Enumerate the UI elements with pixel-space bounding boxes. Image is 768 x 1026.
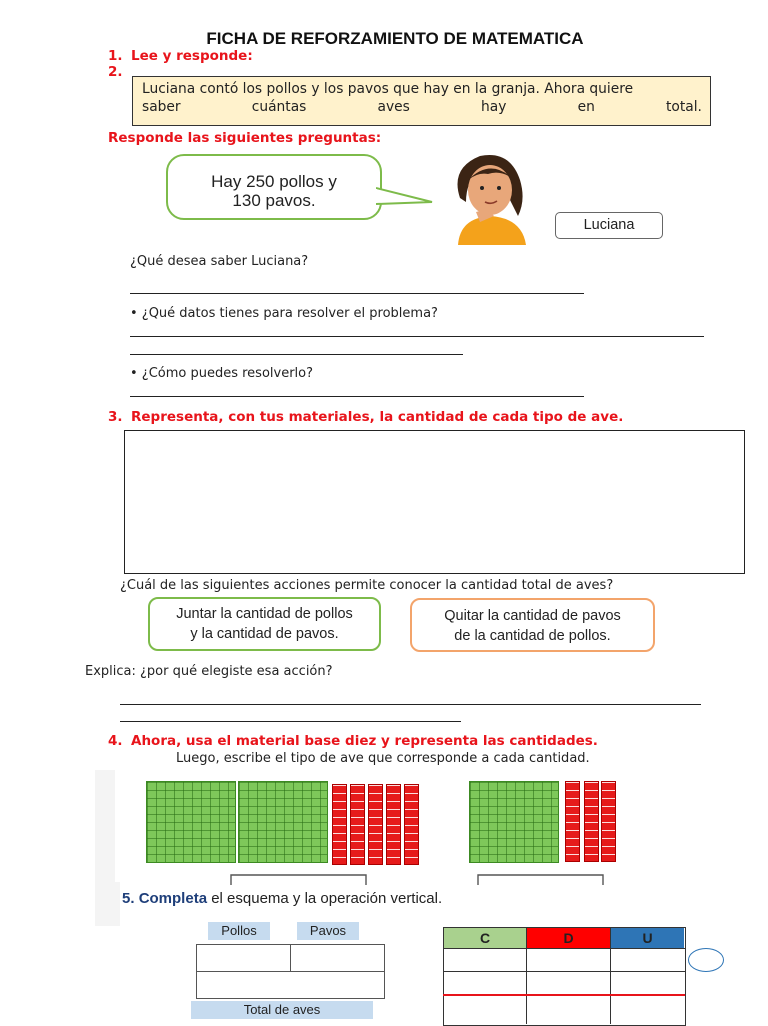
problem-word: hay [481,99,507,115]
ten-rod-icon [565,781,580,862]
sum-line [443,994,685,996]
problem-word: total. [666,99,702,115]
problem-word: aves [377,99,410,115]
explica-question: Explica: ¿por qué elegiste esa acción? [85,664,333,679]
hundred-flat-icon [146,781,236,863]
ten-rod-icon [332,784,347,865]
option-juntar-line2: y la cantidad de pavos. [190,626,339,642]
image-edge [110,882,120,926]
section-3-number: 3. [108,409,123,425]
section-5-heading [122,890,442,907]
section-4-heading: Ahora, usa el material base diez y representa las cantidades. [131,733,598,749]
section-4-number: 4. [108,733,123,749]
answer-brackets [228,872,608,886]
question-2: • ¿Qué datos tienes para resolver el problema? [130,306,438,321]
section-5-number: 5. [122,890,135,907]
header-c: C [444,928,526,948]
problem-text-line2 [142,99,702,115]
option-quitar[interactable] [410,598,655,652]
problem-word: cuántas [251,99,307,115]
answer-oval[interactable] [688,948,724,972]
page-title: FICHA DE REFORZAMIENTO DE MATEMATICA [206,29,584,48]
table-divider [610,927,611,1024]
ten-rod-icon [601,781,616,862]
table-divider [526,927,527,1024]
section-5-rest: el esquema y la operación vertical. [207,890,443,907]
answer-line[interactable] [120,704,701,705]
label-pollos: Pollos [208,922,270,940]
hundred-flat-icon [238,781,328,863]
answer-line[interactable] [120,721,461,722]
question-4: ¿Cuál de las siguientes acciones permite conocer la cantidad total de aves? [120,578,614,593]
ten-rod-icon [584,781,599,862]
problem-word: en [577,99,595,115]
header-u: U [611,928,684,948]
responde-heading: Responde las siguientes preguntas: [108,130,382,146]
speech-bubble [166,154,382,220]
luciana-illustration-icon [440,150,535,245]
drawing-area[interactable] [124,430,745,574]
ten-rod-icon [350,784,365,865]
problem-word: saber [142,99,181,115]
table-cell[interactable] [527,949,610,971]
section-5-bold: Completa [138,890,208,907]
bubble-line-2: 130 pavos. [232,191,316,210]
answer-line[interactable] [130,396,584,397]
section-4-subtext: Luego, escribe el tipo de ave que corresponde a cada cantidad. [176,751,590,766]
bubble-line-1: Hay 250 pollos y [211,172,337,191]
question-3: • ¿Cómo puedes resolverlo? [130,366,314,381]
name-tag: Luciana [555,212,663,239]
option-quitar-line1: Quitar la cantidad de pavos [444,608,621,624]
answer-line[interactable] [130,354,463,355]
section-3-heading: Representa, con tus materiales, la cantidad de cada tipo de ave. [131,409,624,425]
ten-rod-icon [386,784,401,865]
answer-line[interactable] [130,293,584,294]
section-1-number: 1. [108,48,123,64]
label-pavos: Pavos [297,922,359,940]
bubble-tail-icon [376,186,436,208]
table-cell[interactable] [611,949,684,971]
section-1-heading: Lee y responde: [131,48,253,64]
label-total: Total de aves [191,1001,373,1019]
schema-cell-pavos[interactable] [290,944,385,973]
option-juntar-line1: Juntar la cantidad de pollos [176,606,353,622]
question-1: ¿Qué desea saber Luciana? [130,254,309,269]
option-juntar[interactable] [148,597,381,651]
schema-cell-total[interactable] [196,971,385,999]
section-2-number: 2. [108,64,123,80]
table-divider [443,971,685,972]
header-d: D [527,928,610,948]
option-quitar-line2: de la cantidad de pollos. [454,628,611,644]
hundred-flat-icon [469,781,559,863]
table-cell[interactable] [444,949,526,971]
schema-cell-pollos[interactable] [196,944,292,973]
ten-rod-icon [404,784,419,865]
problem-text-line1: Luciana contó los pollos y los pavos que hay en la granja. Ahora quiere [142,81,634,97]
ten-rod-icon [368,784,383,865]
answer-line[interactable] [130,336,704,337]
problem-box [132,76,711,126]
